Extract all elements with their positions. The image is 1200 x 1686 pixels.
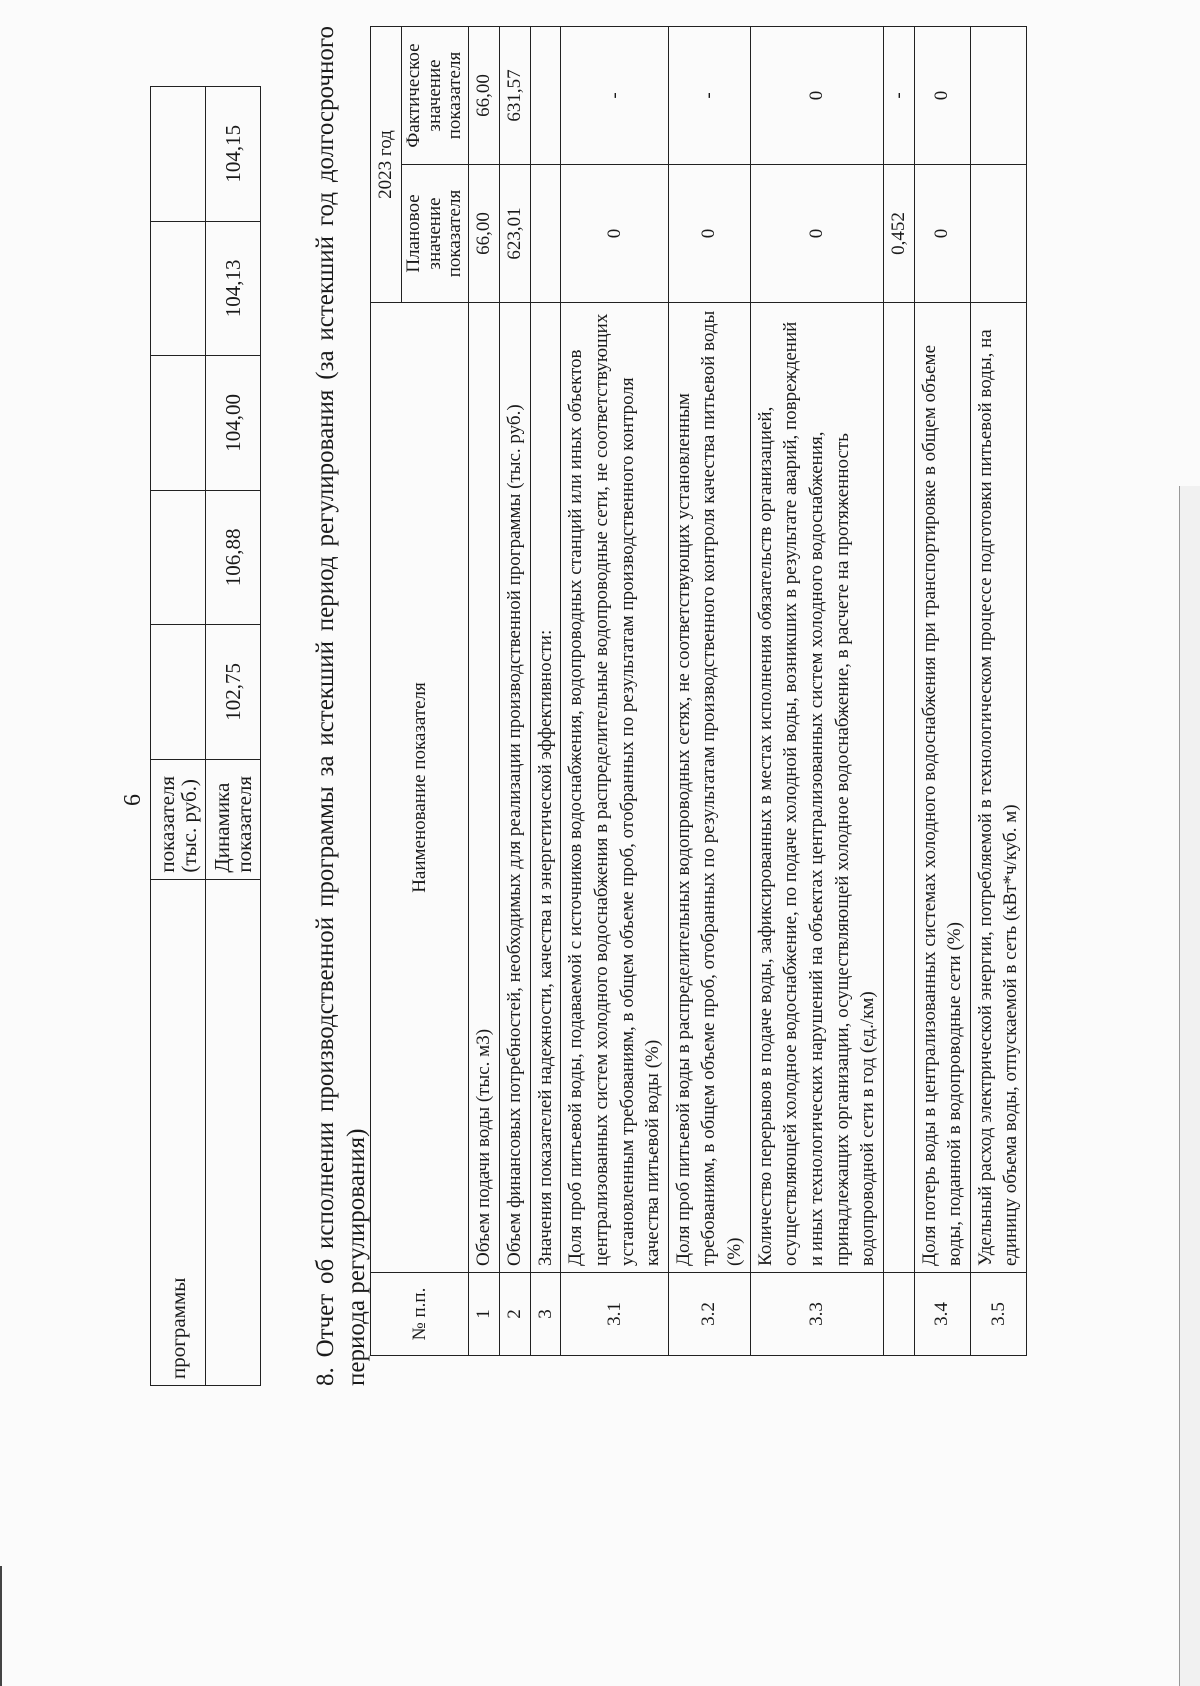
header-fact: Фактическое значение показателя [401, 27, 469, 165]
fact-value: - [561, 27, 669, 165]
value-cell [151, 625, 206, 760]
indicator-name: Значения показателей надежности, качества и энергетической эффективности: [530, 303, 561, 1273]
row-number [883, 1273, 914, 1356]
table-row [561, 27, 669, 1356]
table-row [206, 87, 261, 1386]
header-row [371, 27, 402, 1356]
value-cell [151, 87, 206, 222]
plan-value: 0 [750, 165, 883, 303]
row-number: 3.1 [561, 1273, 669, 1356]
plan-value: 623,01 [499, 165, 530, 303]
scan-edge-line [0, 1566, 2, 1686]
table-row [668, 27, 750, 1356]
row-label [206, 879, 261, 1385]
indicator-name [883, 303, 914, 1273]
value-cell [151, 221, 206, 356]
table-row [914, 27, 970, 1356]
indicator-name: Доля проб питьевой воды, подаваемой с источников водоснабжения, водопроводных станций или иных объектов централизованных систем холодного водоснабжения в распределительные водопроводные сети, не соответствующих установленным требованиям, в общем объеме проб, отобранных по результатам производственного контроля качества питьевой воды (%) [561, 303, 669, 1273]
row-number: 3.3 [750, 1273, 883, 1356]
program-dynamics-table [150, 86, 261, 1386]
indicator-name: Доля потерь воды в централизованных системах холодного водоснабжения при транспортировке в общем объеме воды, поданной в водопроводные сети (%) [914, 303, 970, 1273]
row-label: программы [151, 879, 206, 1385]
table-row [469, 27, 500, 1356]
fact-value: 0 [750, 27, 883, 165]
plan-value [970, 165, 1026, 303]
row-number: 1 [469, 1273, 500, 1356]
value-cell [151, 490, 206, 625]
fact-value: - [883, 27, 914, 165]
value-cell: 104,15 [206, 87, 261, 222]
fact-value: 631,57 [499, 27, 530, 165]
row-number: 3.2 [668, 1273, 750, 1356]
section-heading: 8. Отчет об исполнении производственной программы за истекший период регулирования (за истекший год долгосрочного периода регулирования) [312, 26, 371, 1386]
fact-value [970, 27, 1026, 165]
indicator-name: Удельный расход электрической энергии, потребляемой в технологическом процессе подготовки питьевой воды, на единицу объема воды, отпускаемой в сеть (кВт*ч/куб. м) [970, 303, 1026, 1273]
value-cell: 106,88 [206, 490, 261, 625]
plan-value [530, 165, 561, 303]
table-row [750, 27, 883, 1356]
indicator-name: Объем подачи воды (тыс. м3) [469, 303, 500, 1273]
production-program-report-table [370, 26, 1027, 1356]
table-row [530, 27, 561, 1356]
scan-margin [1179, 486, 1200, 1686]
row-sublabel: показателя (тыс. руб.) [151, 759, 206, 879]
value-cell [151, 356, 206, 491]
row-number: 3.5 [970, 1273, 1026, 1356]
value-cell: 104,13 [206, 221, 261, 356]
table-row [499, 27, 530, 1356]
row-number: 2 [499, 1273, 530, 1356]
fact-value: - [668, 27, 750, 165]
indicator-name: Доля проб питьевой воды в распределительных водопроводных сетях, не соответствующих установленным требованиям, в общем объеме проб, отобранных по результатам производственного контроля качества питьевой воды (%) [668, 303, 750, 1273]
table-row [883, 27, 914, 1356]
header-name: Наименование показателя [371, 303, 469, 1273]
row-sublabel: Динамика показателя [206, 759, 261, 879]
page-number: 6 [120, 794, 146, 806]
table-row [970, 27, 1026, 1356]
plan-value: 66,00 [469, 165, 500, 303]
fact-value: 66,00 [469, 27, 500, 165]
header-year: 2023 год [371, 27, 402, 303]
table-row [151, 87, 206, 1386]
row-number: 3.4 [914, 1273, 970, 1356]
indicator-name: Объем финансовых потребностей, необходимых для реализации производственной программы (тыс. руб.) [499, 303, 530, 1273]
header-plan: Плановое значение показателя [401, 165, 469, 303]
plan-value: 0 [668, 165, 750, 303]
value-cell: 104,00 [206, 356, 261, 491]
fact-value [530, 27, 561, 165]
header-num: № п.п. [371, 1273, 469, 1356]
plan-value: 0 [914, 165, 970, 303]
plan-value: 0 [561, 165, 669, 303]
value-cell: 102,75 [206, 625, 261, 760]
plan-value: 0,452 [883, 165, 914, 303]
indicator-name: Количество перерывов в подаче воды, зафиксированных в местах исполнения обязательств организацией, осуществляющей холодное водоснабжение, по подаче холодной воды, возникших в результате аварий, повреждений и иных технологических нарушений на объектах централизованных систем холодного водоснабжения, принадлежащих организации, осуществляющей холодное водоснабжение, в расчете на протяженность водопроводной сети в год (ед./км) [750, 303, 883, 1273]
row-number: 3 [530, 1273, 561, 1356]
fact-value: 0 [914, 27, 970, 165]
